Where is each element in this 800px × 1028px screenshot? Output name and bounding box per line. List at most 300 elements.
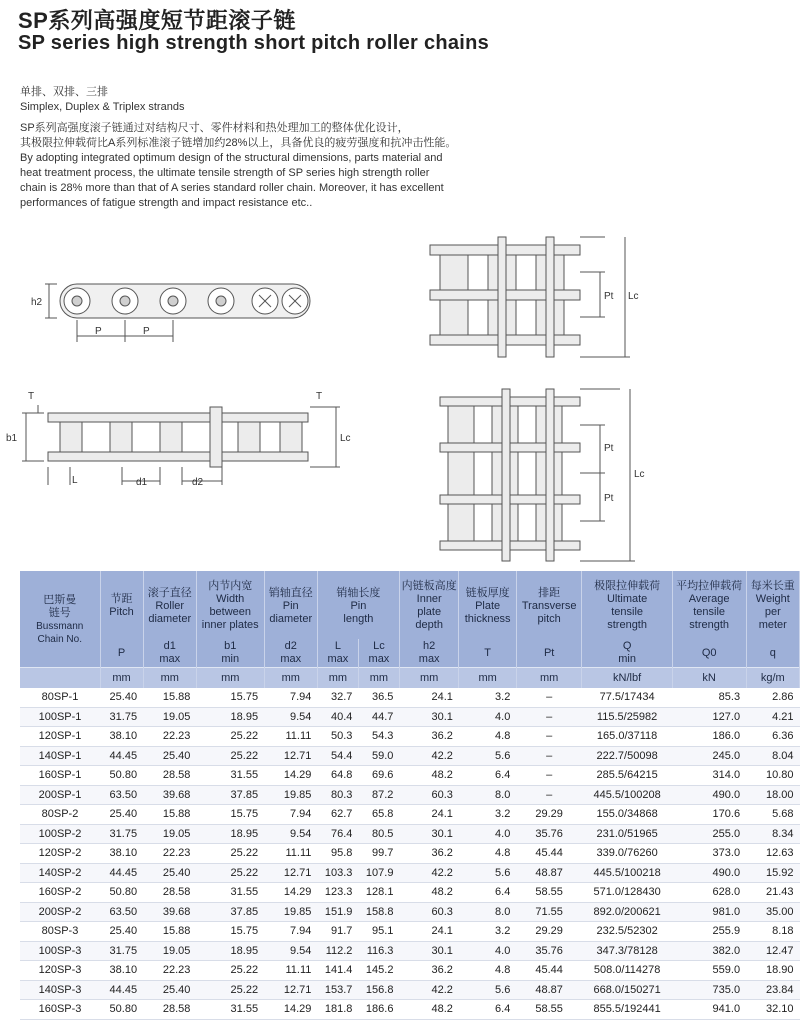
table-cell: 36.2 [399,727,458,747]
sym-weight: q [746,639,799,668]
spec-table [20,571,800,1020]
unit-pin-dia: mm [264,668,317,689]
table-cell: 245.0 [672,746,746,766]
table-cell: 100SP-2 [20,824,100,844]
label-pt: Pt [604,443,614,454]
table-cell: 50.3 [317,727,358,747]
table-cell: 63.50 [100,902,143,922]
table-cell: – [516,766,582,786]
table-row [20,941,800,961]
page-title-en: SP series high strength short pitch roller chains [18,32,490,54]
table-cell: 59.0 [358,746,399,766]
table-cell: 120SP-1 [20,727,100,747]
table-cell: 48.2 [399,883,458,903]
table-cell: 19.05 [143,707,196,727]
table-cell: 231.0/51965 [582,824,672,844]
table-cell: 9.54 [264,707,317,727]
table-cell: 8.0 [459,902,516,922]
table-cell: 18.95 [196,707,264,727]
table-cell: 18.95 [196,941,264,961]
table-cell: 60.3 [399,902,458,922]
table-cell: 40.4 [317,707,358,727]
table-cell: 15.88 [143,688,196,707]
desc-cn-line: 其极限拉伸载荷比A系列标准滚子链增加约28%以上，具备优良的疲劳强度和抗冲击性能。 [20,137,457,149]
table-cell: 19.05 [143,941,196,961]
table-cell: 445.5/100208 [582,785,672,805]
table-cell: 981.0 [672,902,746,922]
table-cell: 4.0 [459,824,516,844]
sym-average: Q0 [672,639,746,668]
label-d2: d2 [192,477,204,488]
table-cell: 37.85 [196,902,264,922]
table-cell: 200SP-1 [20,785,100,805]
table-cell: 44.7 [358,707,399,727]
table-cell: 15.75 [196,922,264,942]
table-cell: 4.8 [459,961,516,981]
table-cell: 735.0 [672,980,746,1000]
col-header-ultimate: 极限拉伸载荷 Ultimate tensile strength [582,571,672,639]
label-pt: Pt [604,291,614,302]
table-cell: 222.7/50098 [582,746,672,766]
table-cell: 25.22 [196,863,264,883]
label-lc: Lc [340,433,351,444]
table-cell: 87.2 [358,785,399,805]
table-cell: 36.2 [399,844,458,864]
table-cell: 151.9 [317,902,358,922]
sym-plate-thick: T [459,639,516,668]
table-cell: 571.0/128430 [582,883,672,903]
table-cell: 8.18 [746,922,799,942]
table-cell: 170.6 [672,805,746,825]
table-cell: 44.45 [100,863,143,883]
table-cell: 5.6 [459,980,516,1000]
table-cell: 14.29 [264,1000,317,1020]
table-cell: 31.75 [100,824,143,844]
table-cell: 15.88 [143,922,196,942]
table-cell: 941.0 [672,1000,746,1020]
desc-cn-line: SP系列高强度滚子链通过对结构尺寸、零件材料和热处理加工的整体优化设计， [20,122,409,134]
table-cell: 45.44 [516,844,582,864]
table-cell: 25.40 [143,746,196,766]
table-cell: 107.9 [358,863,399,883]
table-cell: 22.23 [143,961,196,981]
duplex-top-view-diagram [420,235,640,365]
table-cell: 15.88 [143,805,196,825]
table-cell: 4.0 [459,941,516,961]
table-cell: 77.5/17434 [582,688,672,707]
table-cell: 48.87 [516,980,582,1000]
table-cell: 14.29 [264,766,317,786]
table-cell: 8.04 [746,746,799,766]
table-cell: 91.7 [317,922,358,942]
table-cell: 160SP-3 [20,1000,100,1020]
unit-plate-thick: mm [459,668,516,689]
table-cell: 373.0 [672,844,746,864]
table-cell: 28.58 [143,1000,196,1020]
table-cell: 347.3/78128 [582,941,672,961]
table-cell: 120SP-3 [20,961,100,981]
table-cell: 50.80 [100,1000,143,1020]
table-cell: 15.75 [196,688,264,707]
table-cell: 12.47 [746,941,799,961]
table-cell: 48.87 [516,863,582,883]
table-cell: 35.76 [516,941,582,961]
table-row [20,766,800,786]
table-cell: 48.2 [399,766,458,786]
table-row [20,863,800,883]
table-cell: 12.71 [264,980,317,1000]
table-cell: 30.1 [399,824,458,844]
table-row [20,688,800,707]
table-cell: 80.5 [358,824,399,844]
col-header-roller: 滚子直径 Roller diameter [143,571,196,639]
unit-pin-len-lc: mm [358,668,399,689]
label-d1: d1 [136,477,148,488]
unit-pin-len-l: mm [317,668,358,689]
table-cell: 18.90 [746,961,799,981]
table-cell: 25.22 [196,961,264,981]
table-cell: 69.6 [358,766,399,786]
table-cell: 76.4 [317,824,358,844]
table-cell: 31.55 [196,883,264,903]
table-cell: 6.36 [746,727,799,747]
table-cell: 38.10 [100,961,143,981]
unit-pitch: mm [100,668,143,689]
table-cell: 64.8 [317,766,358,786]
table-cell: 80.3 [317,785,358,805]
col-header-plate-thick: 链板厚度 Plate thickness [459,571,516,639]
table-cell: 58.55 [516,1000,582,1020]
table-cell: 25.22 [196,980,264,1000]
table-cell: 22.23 [143,727,196,747]
col-header-pin-len: 销轴长度 Pin length [317,571,399,639]
spec-table-body [20,688,800,1019]
table-cell: 19.85 [264,902,317,922]
table-cell: 4.8 [459,727,516,747]
col-header-transverse: 排距 Transverse pitch [516,571,582,639]
spec-table-container [20,571,800,1028]
table-cell: 314.0 [672,766,746,786]
table-cell: 186.0 [672,727,746,747]
table-cell: 62.7 [317,805,358,825]
table-cell: 95.8 [317,844,358,864]
table-cell: 127.0 [672,707,746,727]
table-cell: 6.4 [459,766,516,786]
table-cell: 4.8 [459,844,516,864]
table-cell: 50.80 [100,766,143,786]
table-cell: 11.11 [264,727,317,747]
table-cell: 200SP-2 [20,902,100,922]
table-cell: 71.55 [516,902,582,922]
table-cell: 63.50 [100,785,143,805]
table-cell: – [516,727,582,747]
simplex-top-view-diagram [0,385,360,495]
table-cell: 25.40 [143,863,196,883]
table-cell: 25.22 [196,844,264,864]
table-cell: 24.1 [399,688,458,707]
table-cell: 39.68 [143,902,196,922]
table-cell: 24.1 [399,805,458,825]
table-cell: 6.4 [459,883,516,903]
table-cell: 10.80 [746,766,799,786]
table-cell: 19.85 [264,785,317,805]
unit-roller: mm [143,668,196,689]
table-cell: 445.5/100218 [582,863,672,883]
table-cell: 99.7 [358,844,399,864]
sym-pin-len-lc: Lc max [358,639,399,668]
table-cell: 80SP-1 [20,688,100,707]
label-lc: Lc [634,469,645,480]
col-header-inner-width: 内节内宽 Width between inner plates [196,571,264,639]
unit-blank [20,668,100,689]
table-cell: 54.3 [358,727,399,747]
unit-ultimate: kN/lbf [582,668,672,689]
table-cell: 158.8 [358,902,399,922]
table-cell: 7.94 [264,688,317,707]
table-cell: 382.0 [672,941,746,961]
table-cell: 123.3 [317,883,358,903]
table-cell: 255.0 [672,824,746,844]
table-cell: 285.5/64215 [582,766,672,786]
table-cell: 559.0 [672,961,746,981]
table-cell: 65.8 [358,805,399,825]
sym-pin-dia: d2 max [264,639,317,668]
table-row [20,707,800,727]
sym-roller: d1 max [143,639,196,668]
table-cell: 141.4 [317,961,358,981]
unit-inner-width: mm [196,668,264,689]
sym-pitch: P [100,639,143,668]
table-cell: 11.11 [264,844,317,864]
table-cell: 25.40 [100,688,143,707]
table-cell: 490.0 [672,863,746,883]
table-cell: 36.2 [399,961,458,981]
table-cell: 120SP-2 [20,844,100,864]
table-cell: 5.6 [459,746,516,766]
table-cell: 58.55 [516,883,582,903]
table-cell: 15.75 [196,805,264,825]
intro-text [20,85,520,211]
table-cell: 255.9 [672,922,746,942]
sym-plate-depth: h2 max [399,639,458,668]
label-pt: Pt [604,493,614,504]
table-cell: 31.75 [100,941,143,961]
table-cell: 4.21 [746,707,799,727]
table-cell: 25.40 [100,805,143,825]
table-cell: 42.2 [399,863,458,883]
table-row [20,883,800,903]
table-cell: 25.22 [196,746,264,766]
table-cell: 29.29 [516,805,582,825]
desc-en-line: heat treatment process, the ultimate tensile strength of SP series high strength roller [20,167,430,179]
table-row [20,824,800,844]
table-cell: 100SP-3 [20,941,100,961]
table-cell: 80SP-2 [20,805,100,825]
table-cell: 9.54 [264,941,317,961]
label-lc: Lc [628,291,639,302]
label-t: T [28,391,35,402]
table-cell: 25.40 [143,980,196,1000]
table-cell: 25.22 [196,727,264,747]
table-cell: 145.2 [358,961,399,981]
table-cell: 11.11 [264,961,317,981]
label-p: P [95,326,102,337]
table-cell: 116.3 [358,941,399,961]
table-cell: 39.68 [143,785,196,805]
label-h2: h2 [31,297,43,308]
table-cell: 15.92 [746,863,799,883]
strands-en: Simplex, Duplex & Triplex strands [20,101,185,113]
table-cell: – [516,688,582,707]
table-cell: 31.75 [100,707,143,727]
table-cell: 38.10 [100,844,143,864]
table-cell: 8.34 [746,824,799,844]
table-row [20,902,800,922]
sym-ultimate: Q min [582,639,672,668]
table-cell: 44.45 [100,746,143,766]
table-cell: 35.76 [516,824,582,844]
table-cell: 12.71 [264,863,317,883]
table-cell: 160SP-1 [20,766,100,786]
table-cell: 31.55 [196,1000,264,1020]
triplex-top-view-diagram [430,385,650,565]
table-cell: 14.29 [264,883,317,903]
desc-en-line: performances of fatigue strength and impact resistance etc.. [20,197,313,209]
table-cell: 7.94 [264,805,317,825]
table-cell: 156.8 [358,980,399,1000]
table-row [20,1000,800,1020]
table-row [20,922,800,942]
table-cell: 28.58 [143,883,196,903]
table-cell: 29.29 [516,922,582,942]
table-cell: 9.54 [264,824,317,844]
col-header-average: 平均拉伸载荷 Average tensile strength [672,571,746,639]
table-cell: 48.2 [399,1000,458,1020]
table-cell: 165.0/37118 [582,727,672,747]
table-cell: 186.6 [358,1000,399,1020]
table-cell: 32.10 [746,1000,799,1020]
table-cell: 18.95 [196,824,264,844]
table-cell: 50.80 [100,883,143,903]
table-cell: 628.0 [672,883,746,903]
table-cell: 25.40 [100,922,143,942]
table-cell: 38.10 [100,727,143,747]
label-t: T [316,391,323,402]
table-cell: 5.68 [746,805,799,825]
col-header-pitch: 节距 Pitch [100,571,143,639]
table-cell: 153.7 [317,980,358,1000]
table-cell: – [516,746,582,766]
table-cell: 155.0/34868 [582,805,672,825]
table-cell: 892.0/200621 [582,902,672,922]
chain-side-view-diagram [25,270,335,350]
table-cell: 855.5/192441 [582,1000,672,1020]
table-row [20,785,800,805]
table-cell: 2.86 [746,688,799,707]
table-row [20,805,800,825]
table-row [20,746,800,766]
table-cell: 12.63 [746,844,799,864]
table-cell: 30.1 [399,707,458,727]
table-cell: 36.5 [358,688,399,707]
table-cell: 490.0 [672,785,746,805]
table-cell: 18.00 [746,785,799,805]
table-cell: 508.0/114278 [582,961,672,981]
table-cell: 3.2 [459,805,516,825]
unit-weight: kg/m [746,668,799,689]
table-row [20,980,800,1000]
table-cell: 32.7 [317,688,358,707]
unit-transverse: mm [516,668,582,689]
table-cell: 80SP-3 [20,922,100,942]
table-row [20,727,800,747]
table-cell: 140SP-2 [20,863,100,883]
table-cell: 28.58 [143,766,196,786]
table-cell: 37.85 [196,785,264,805]
unit-average: kN [672,668,746,689]
table-cell: 24.1 [399,922,458,942]
table-cell: 22.23 [143,844,196,864]
table-cell: 181.8 [317,1000,358,1020]
table-cell: 85.3 [672,688,746,707]
table-cell: 5.6 [459,863,516,883]
table-cell: – [516,707,582,727]
col-header-pin-dia: 销轴直径 Pin diameter [264,571,317,639]
sym-inner-width: b1 min [196,639,264,668]
table-cell: 12.71 [264,746,317,766]
table-cell: 115.5/25982 [582,707,672,727]
label-l: L [72,475,78,486]
table-cell: 42.2 [399,980,458,1000]
strands-cn: 单排、双排、三排 [20,86,108,98]
table-cell: 19.05 [143,824,196,844]
desc-en-line: chain is 28% more than that of A series standard roller chain. Moreover, it has excellent [20,182,444,194]
table-cell: 30.1 [399,941,458,961]
sym-pin-len-l: L max [317,639,358,668]
table-cell: 21.43 [746,883,799,903]
table-cell: 7.94 [264,922,317,942]
unit-plate-depth: mm [399,668,458,689]
table-cell: 160SP-2 [20,883,100,903]
table-cell: 23.84 [746,980,799,1000]
table-cell: 232.5/52302 [582,922,672,942]
table-cell: 60.3 [399,785,458,805]
table-cell: 3.2 [459,688,516,707]
table-row [20,844,800,864]
table-cell: 103.3 [317,863,358,883]
table-cell: 668.0/150271 [582,980,672,1000]
label-p: P [143,326,150,337]
table-cell: 44.45 [100,980,143,1000]
table-row [20,961,800,981]
table-cell: 339.0/76260 [582,844,672,864]
table-cell: 140SP-3 [20,980,100,1000]
table-cell: 100SP-1 [20,707,100,727]
col-header-plate-depth: 内链板高度 Inner plate depth [399,571,458,639]
label-b1: b1 [6,433,18,444]
table-cell: 3.2 [459,922,516,942]
col-header-chain: 巴斯曼 链号 Bussmann Chain No. [20,571,100,668]
table-cell: 31.55 [196,766,264,786]
table-cell: 54.4 [317,746,358,766]
table-cell: 42.2 [399,746,458,766]
desc-en-line: By adopting integrated optimum design of the structural dimensions, parts material and [20,152,443,164]
table-cell: 140SP-1 [20,746,100,766]
table-cell: 4.0 [459,707,516,727]
table-cell: 8.0 [459,785,516,805]
table-cell: 6.4 [459,1000,516,1020]
sym-transverse: Pt [516,639,582,668]
